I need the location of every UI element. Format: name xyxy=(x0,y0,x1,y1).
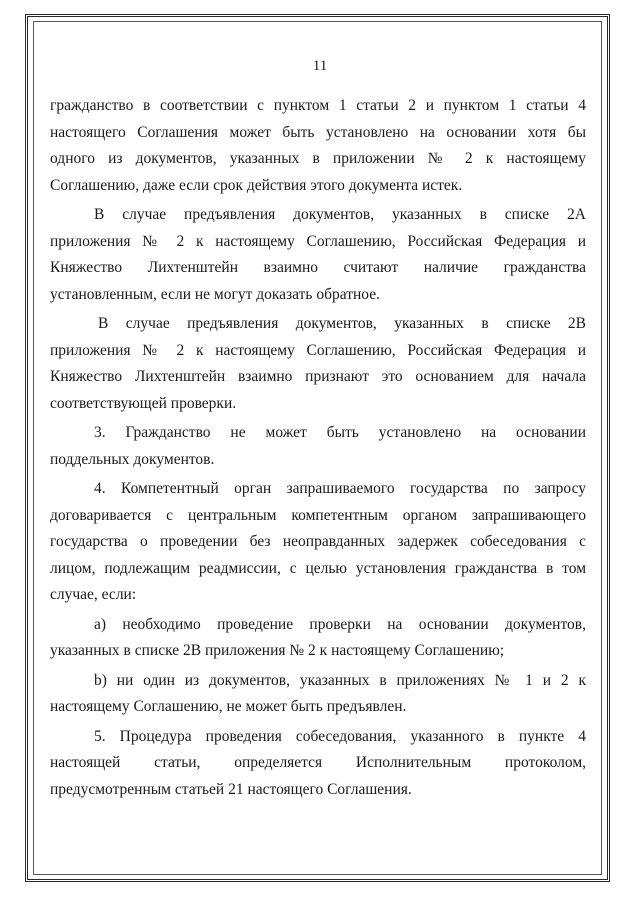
paragraph-item-b xyxy=(50,668,586,721)
text-line: настоящему Соглашению, не может быть предъявлен. xyxy=(50,698,407,715)
paragraph-clause-4 xyxy=(50,476,586,609)
text-line: b) ни один из документов, указанных в приложениях № 1 и 2 к xyxy=(94,671,586,689)
paragraph-1 xyxy=(50,93,586,199)
text-line: установленным, если не могут доказать обратное. xyxy=(50,285,380,303)
text-line: 5. Процедура проведения собеседования, указанного в пункте 4 xyxy=(94,727,586,745)
text-line: а) необходимо проведение проверки на основании документов, xyxy=(94,615,586,633)
paragraph-clause-3 xyxy=(50,420,586,473)
text-line: гражданство в соответствии с пунктом 1 статьи 2 и пунктом 1 статьи 4 xyxy=(50,97,586,114)
text-line: настоящей статьи, определяется Исполнительным протоколом, xyxy=(50,754,586,771)
paragraph-2 xyxy=(50,202,586,308)
text-line: лицом, подлежащим реадмиссии, с целью установления гражданства в том xyxy=(50,559,586,577)
text-line: приложения № 2 к настоящему Соглашению, Российская Федерация и xyxy=(50,341,586,359)
text-line: указанных в списке 2В приложения № 2 к настоящему Соглашению; xyxy=(50,642,505,659)
text-line: государства о проведении без неоправданных задержек собеседования с xyxy=(50,533,586,550)
text-line: случае, если: xyxy=(50,586,137,603)
text-line: одного из документов, указанных в приложении № 2 к настоящему xyxy=(50,150,586,167)
text-line: 3. Гражданство не может быть установлено на основании xyxy=(94,424,586,441)
text-line: 4. Компетентный орган запрашиваемого государства по запросу xyxy=(94,480,586,497)
text-line: настоящего Соглашения может быть установлено на основании хотя бы xyxy=(50,123,586,141)
text-line: приложения № 2 к настоящему Соглашению, Российская Федерация и xyxy=(50,232,586,250)
text-line: Княжество Лихтенштейн взаимно признают это основанием для начала xyxy=(50,368,586,385)
text-line: В случае предъявления документов, указанных в списке 2В xyxy=(98,315,586,332)
text-line: соответствующей проверки. xyxy=(50,394,237,412)
paragraph-clause-5 xyxy=(50,724,586,804)
text-line: Княжество Лихтенштейн взаимно считают наличие гражданства xyxy=(50,259,586,276)
paragraph-3 xyxy=(50,311,586,417)
page-number: 11 xyxy=(312,58,328,74)
text-line: В случае предъявления документов, указанных в списке 2А xyxy=(94,206,586,223)
paragraph-item-a xyxy=(50,612,586,665)
text-line: договаривается с центральным компетентным органом запрашивающего xyxy=(50,506,586,524)
text-line: Соглашению, даже если срок действия этого документа истек. xyxy=(50,176,463,194)
text-line: поддельных документов. xyxy=(50,450,215,468)
document-body xyxy=(50,93,586,803)
text-line: предусмотренным статьей 21 настоящего Соглашения. xyxy=(50,780,412,798)
